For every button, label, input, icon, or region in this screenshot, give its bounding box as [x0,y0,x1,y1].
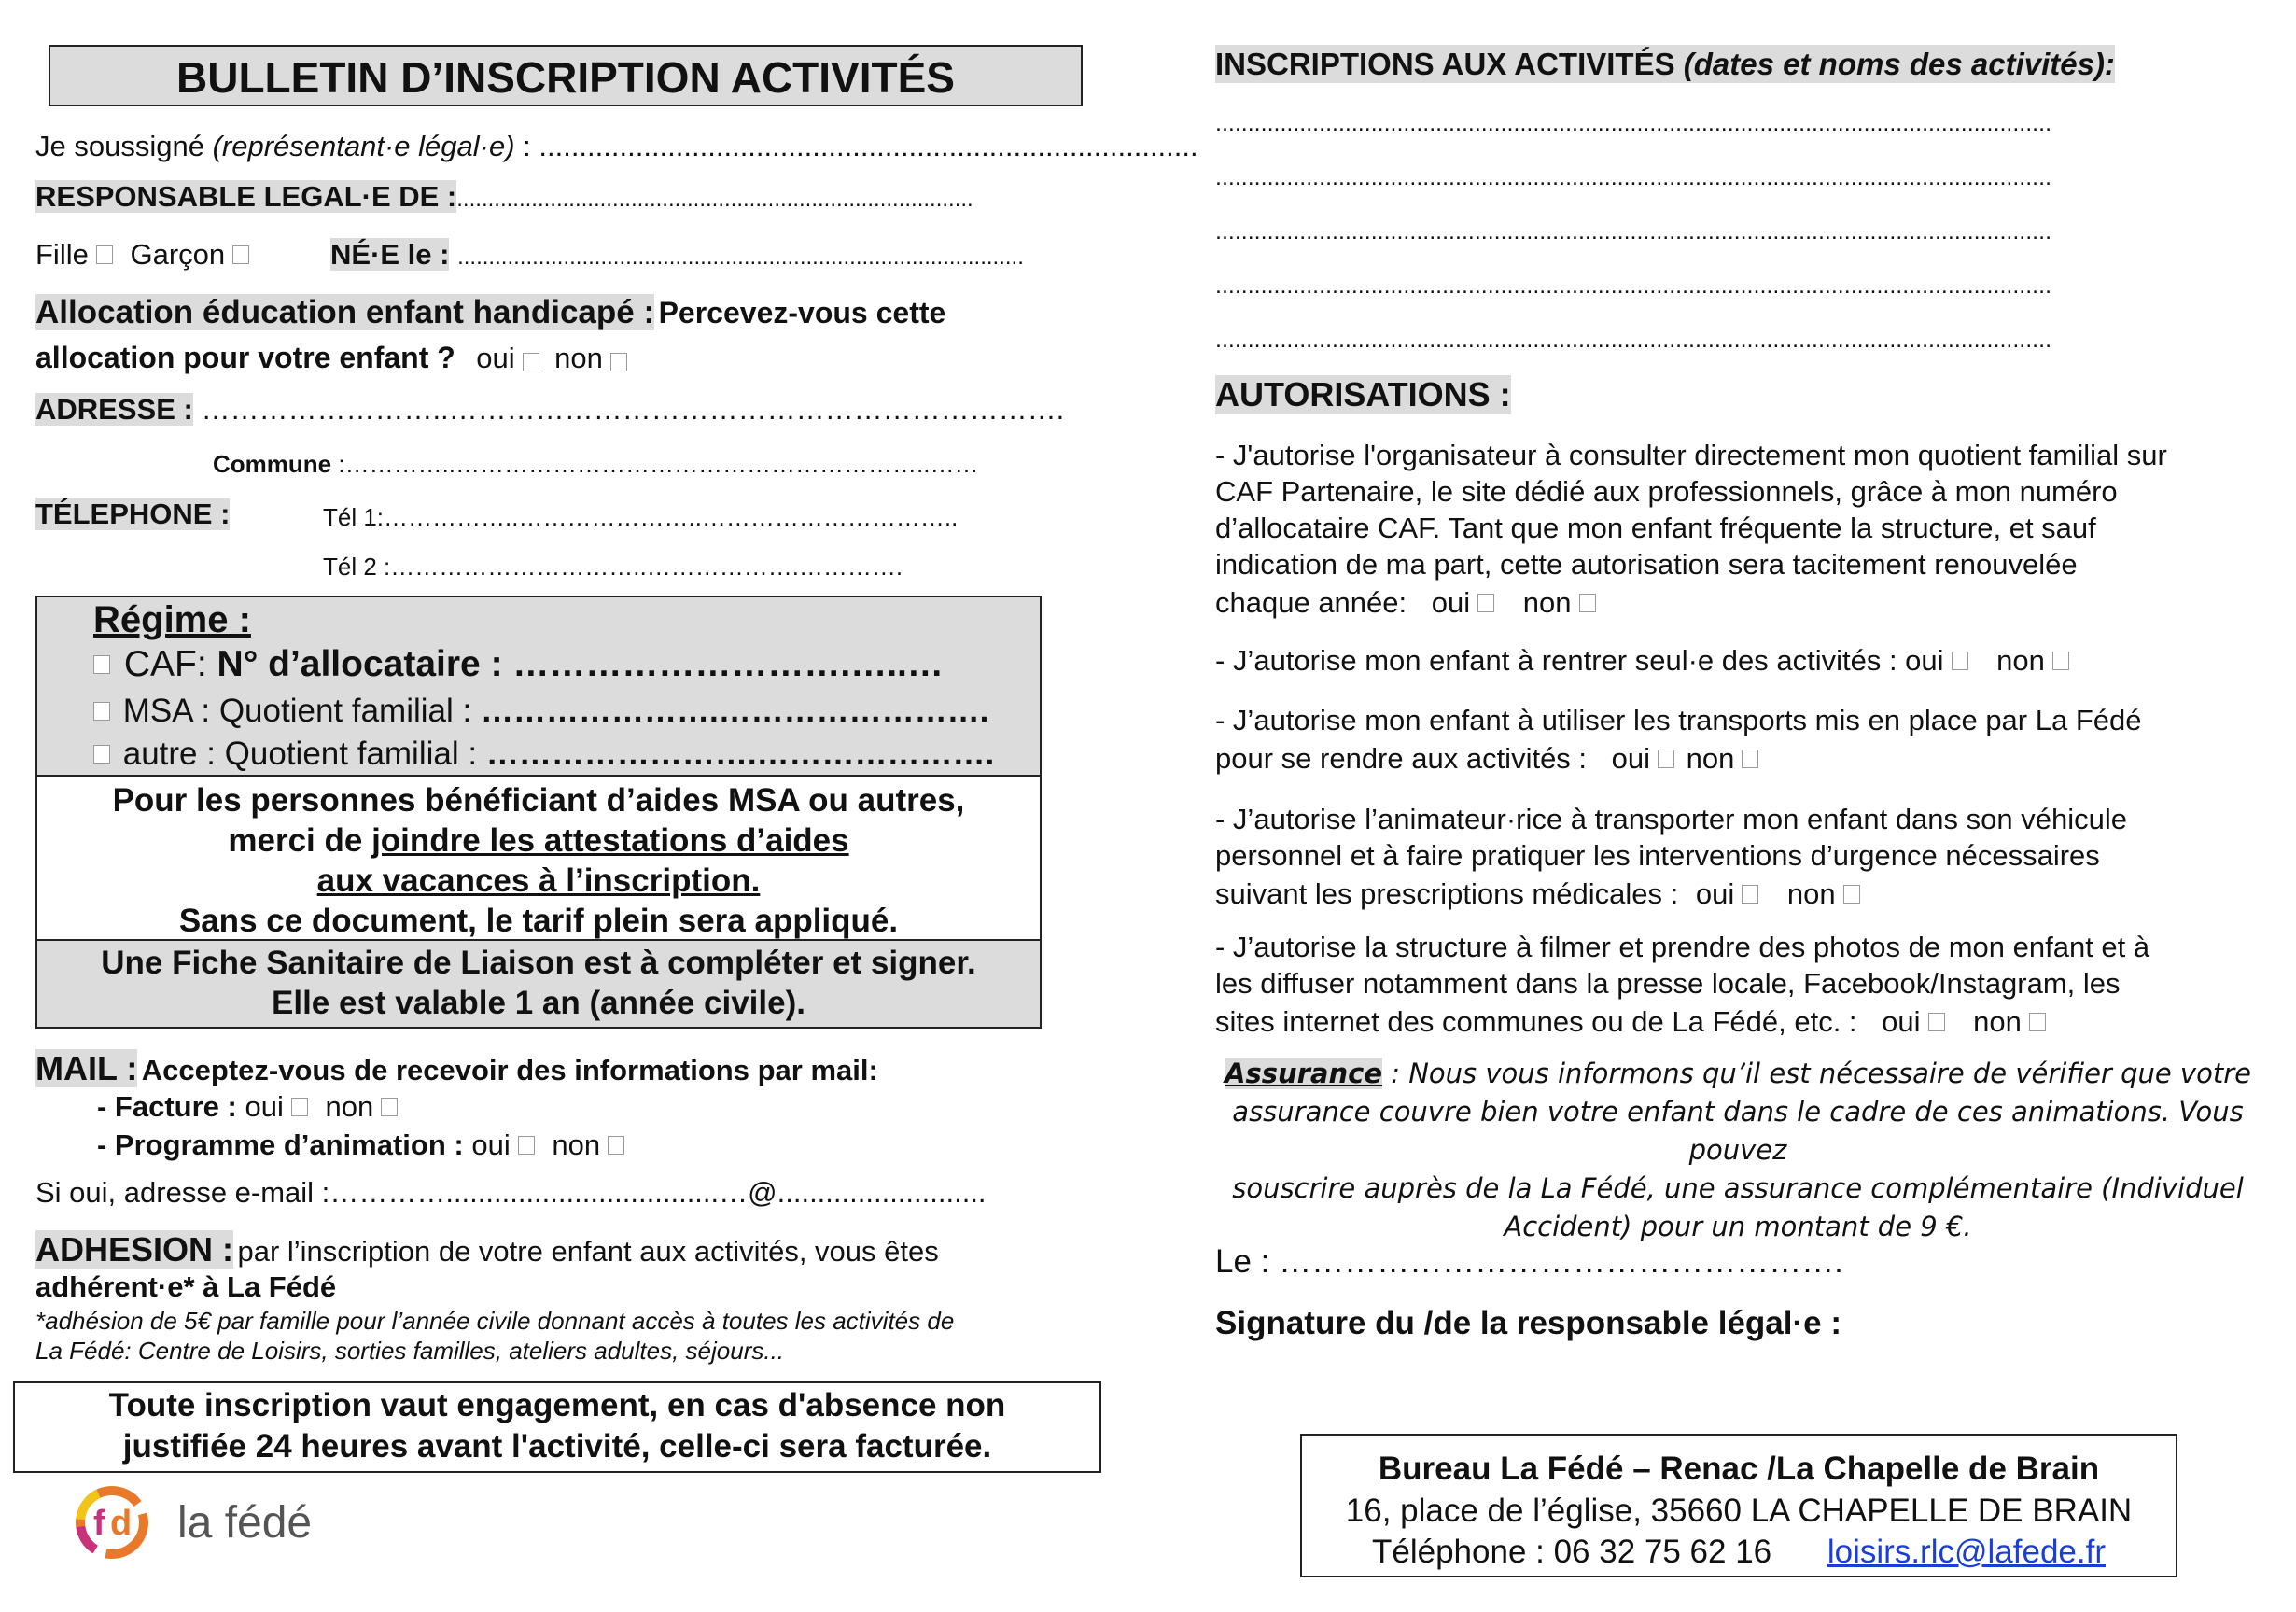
fiche-line-2: Elle est valable 1 an (année civile). [272,985,805,1021]
autre-checkbox[interactable] [93,745,110,764]
caf-line [93,644,944,685]
date-field[interactable]: Le : ……………………………………………. [1215,1243,1843,1280]
bureau-title: Bureau La Fédé – Renac /La Chapelle de Brain [1378,1451,2100,1487]
je-soussigne-field[interactable]: : .................................................................................. [514,130,1198,162]
auth4-line-1: - J’autorise l’animateur·rice à transporter mon enfant dans son véhicule [1215,803,2127,835]
je-soussigne-label: Je soussigné [35,130,204,162]
msa-line [93,693,988,730]
lafede-logo [73,1486,325,1559]
adresse-label: ADRESSE : [35,393,193,426]
email-line [35,1176,987,1210]
bureau-box [1300,1434,2177,1577]
adhesion-line [35,1230,939,1269]
auth5-non-label: non [1973,1005,2022,1038]
auth1-line-1: - J'autorise l'organisateur à consulter directement mon quotient familial sur [1215,439,2167,471]
bureau-address: 16, place de l’église, 35660 LA CHAPELLE DE BRAIN [1345,1493,2133,1529]
auth5-line-3-text: sites internet des communes ou de La Fédé, etc. : [1215,1005,1857,1038]
auth1-oui-checkbox[interactable] [1477,594,1494,612]
bureau-contact [1302,1534,2176,1571]
aides-section [37,777,1040,941]
email-field[interactable]: …………..................................…@.......................... [329,1176,987,1209]
telephone-label: TÉLEPHONE : [35,498,231,530]
svg-text:d: d [110,1504,133,1543]
aeeh-question-1: Percevez-vous cette [658,296,946,329]
facture-line [97,1090,401,1124]
auth4-non-label: non [1786,877,1836,910]
signature-label: Signature du /de la responsable légal·e : [1215,1305,1841,1341]
facture-non-label: non [325,1090,374,1123]
auth5-oui-label: oui [1882,1005,1921,1038]
adhesion-label: ADHESION : [35,1230,234,1269]
adhesion-text-2: adhérent·e* à La Fédé [35,1270,337,1303]
auth4-oui-checkbox[interactable] [1742,885,1758,904]
fille-label: Fille [35,238,89,271]
tel1-field[interactable]: Tél 1:……………..…………………..………………………….. [323,503,959,531]
engagement-line-2: justifiée 24 heures avant l'activité, celle-ci sera facturée. [122,1428,992,1465]
programme-oui-label: oui [471,1128,511,1161]
assurance-label: Assurance [1225,1058,1383,1089]
auth3-non-checkbox[interactable] [1742,750,1758,768]
assurance-line-1 [1215,1055,2261,1093]
auth5-line-3 [1215,1005,2050,1039]
auth4-line-2: personnel et à faire pratiquer les interventions d’urgence nécessaires [1215,839,2100,872]
auth2-non-checkbox[interactable] [2052,652,2069,670]
autre-field[interactable]: …………………….…………………. [485,736,995,772]
auth1-line-2: CAF Partenaire, le site dédié aux professionnels, grâce à mon numéro [1215,475,2118,508]
auth1-non-checkbox[interactable] [1579,594,1596,612]
aides-line-2-underlined: joindre les attestations d’aides [371,822,849,859]
auth2-non-label: non [1996,644,2045,677]
inscriptions-heading [1215,47,2115,82]
auth3-oui-label: oui [1611,742,1651,775]
mail-label: MAIL : [35,1049,138,1087]
email-label: Si oui, adresse e-mail : [35,1176,330,1209]
je-soussigne-line [35,130,1198,163]
assurance-line-1-text: : Nous vous informons qu’il est nécessaire de vérifier que votre [1382,1058,2251,1089]
auth4-non-checkbox[interactable] [1843,885,1860,904]
msa-label: MSA : Quotient familial : [122,693,472,729]
programme-non-checkbox[interactable] [608,1136,624,1155]
regime-title: Régime : [93,599,251,640]
caf-checkbox[interactable] [93,655,110,674]
auth5-oui-checkbox[interactable] [1928,1013,1945,1031]
assurance-line-4: Accident) pour un montant de 9 €. [1504,1211,1972,1242]
aeeh-question-2: allocation pour votre enfant ? [35,341,455,374]
adresse-field[interactable]: ……………………..………………………………………………………. [201,393,1065,426]
assurance-line-2: assurance couvre bien votre enfant dans le cadre de ces animations. Vous pouvez [1232,1096,2244,1166]
programme-non-label: non [552,1128,601,1161]
responsable-label: RESPONSABLE LEGAL·E DE : [35,180,457,213]
auth1-line-3: d’allocataire CAF. Tant que mon enfant fréquente la structure, et sauf [1215,512,2096,544]
msa-field[interactable]: ………………….……………………. [480,693,989,729]
aeeh-line2 [35,341,631,375]
aeeh-non-checkbox[interactable] [610,353,627,371]
caf-field[interactable]: N° d’allocataire : ……………………….…..… [217,644,944,684]
bureau-phone: Téléphone : 06 32 75 62 16 [1372,1534,1772,1570]
programme-label: - Programme d’animation : [97,1128,464,1161]
aides-line-3: aux vacances à l’inscription. [316,862,761,899]
auth4-oui-label: oui [1695,877,1735,910]
regime-section [37,597,1040,777]
auth1-line-5-text: chaque année: [1215,586,1407,619]
auth5-non-checkbox[interactable] [2029,1013,2046,1031]
commune-line [213,450,978,479]
engagement-box [13,1381,1101,1473]
bureau-email-link[interactable]: loisirs.rlc@lafede.fr [1827,1534,2106,1570]
activity-line-2[interactable]: ................................................................................................................................. [1215,164,2052,190]
commune-label: Commune [213,450,332,478]
adresse-line [35,393,1064,427]
auth3-non-label: non [1686,742,1735,775]
assurance-line-3: souscrire auprès de la La Fédé, une assurance complémentaire (Individuel [1232,1172,2244,1204]
sexe-line [35,238,253,272]
aides-line-4: Sans ce document, le tarif plein sera appliqué. [178,903,899,939]
programme-line [97,1128,628,1162]
commune-field[interactable]: :…………..…………………………………………………..…… [338,450,979,478]
facture-label: - Facture : [97,1090,237,1123]
facture-non-checkbox[interactable] [381,1098,398,1116]
adhesion-note-2: La Fédé: Centre de Loisirs, sorties familles, ateliers adultes, séjours... [35,1337,785,1365]
auth3-line-2-text: pour se rendre aux activités : [1215,742,1588,775]
aeeh-oui-checkbox[interactable] [523,353,539,371]
ne-le-line [330,238,1024,272]
lafede-logo-icon [73,1486,151,1559]
adhesion-text: par l’inscription de votre enfant aux activités, vous êtes [237,1235,939,1268]
auth1-line-5 [1215,586,1600,620]
page-title: BULLETIN D’INSCRIPTION ACTIVITÉS [176,53,955,102]
facture-oui-checkbox[interactable] [291,1098,308,1116]
title-box [49,45,1083,106]
mail-question: Acceptez-vous de recevoir des informations par mail: [141,1054,878,1086]
garcon-checkbox[interactable] [232,245,249,264]
auth2-text: - J’autorise mon enfant à rentrer seul·e des activités : oui [1215,644,1944,677]
auth1-line-4: indication de ma part, cette autorisation sera tacitement renouvelée [1215,548,2078,581]
je-soussigne-note: (représentant·e légal·e) [212,130,515,162]
assurance-note [1215,1055,2261,1246]
activity-line-4[interactable]: ................................................................................................................................. [1215,273,2052,299]
caf-label: CAF: [123,644,207,684]
responsable-line [35,180,973,214]
aeeh-non-label: non [554,342,603,374]
autre-line [93,736,994,773]
auth3-oui-checkbox[interactable] [1658,750,1674,768]
aeeh-line1 [35,294,945,331]
auth3-line-2 [1215,742,1762,776]
msa-checkbox[interactable] [93,702,110,721]
activity-line-5[interactable]: ................................................................................................................................. [1215,327,2052,353]
auth4-line-3 [1215,877,1864,911]
inscriptions-title: INSCRIPTIONS AUX ACTIVITÉS [1215,47,1675,81]
inscriptions-note: (dates et noms des activités): [1683,47,2115,81]
autre-label: autre : Quotient familial : [122,736,478,772]
activity-line-3[interactable]: ................................................................................................................................. [1215,218,2052,245]
aides-line-2-pre: merci de [228,822,372,859]
aides-line-1: Pour les personnes bénéficiant d’aides MSA ou autres, [112,782,965,819]
auth1-oui-label: oui [1431,586,1471,619]
telephone-label-wrap [35,498,230,531]
auth4-line-3-text: suivant les prescriptions médicales : [1215,877,1679,910]
svg-text:f: f [93,1504,105,1543]
aeeh-oui-label: oui [476,342,515,374]
auth5-line-1: - J’autorise la structure à filmer et prendre des photos de mon enfant et à [1215,931,2150,963]
autorisations-title: AUTORISATIONS : [1215,375,1511,414]
fiche-section [37,941,1040,1027]
lafede-logo-text: la fédé [177,1498,313,1548]
tel2-field[interactable]: Tél 2 :…………………………..……………….…………. [323,553,903,581]
fille-checkbox[interactable] [96,245,113,264]
adhesion-note-1: *adhésion de 5€ par famille pour l’année civile donnant accès à toutes les activités de [35,1307,955,1335]
responsable-field[interactable]: ................................................................................... [456,187,973,212]
aeeh-title: Allocation éducation enfant handicapé : [35,294,655,330]
ne-le-label: NÉ·E le : [330,238,450,271]
ne-le-field[interactable]: ........................................................................................... [457,245,1024,270]
auth2-oui-checkbox[interactable] [1952,652,1968,670]
auth3-line-1: - J’autorise mon enfant à utiliser les transports mis en place par La Fédé [1215,704,2142,736]
auth5-line-2: les diffuser notamment dans la presse locale, Facebook/Instagram, les [1215,967,2121,1000]
aides-line-2 [37,822,1040,860]
activity-line-1[interactable]: ................................................................................................................................. [1215,110,2052,136]
auth2-line [1215,644,2073,678]
regime-box [35,596,1042,1029]
programme-oui-checkbox[interactable] [518,1136,535,1155]
fiche-line-1: Une Fiche Sanitaire de Liaison est à compléter et signer. [101,945,976,981]
engagement-line-1: Toute inscription vaut engagement, en cas d'absence non [108,1387,1006,1423]
mail-line [35,1049,878,1088]
facture-oui-label: oui [245,1090,284,1123]
auth1-non-label: non [1522,586,1572,619]
garcon-label: Garçon [130,238,226,271]
